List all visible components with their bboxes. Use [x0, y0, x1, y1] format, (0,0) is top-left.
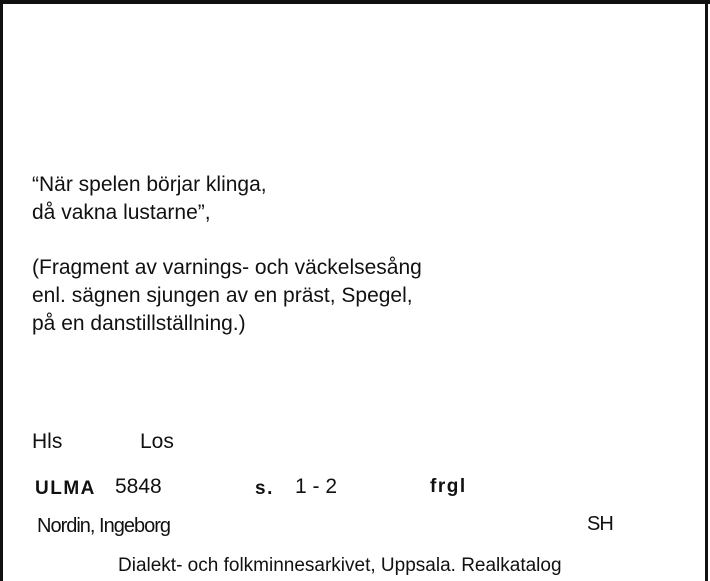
record-number: 5848: [115, 475, 162, 498]
fragment-line-3: på en danstillställning.): [32, 312, 246, 335]
card-border-right: [705, 0, 708, 581]
collector-initials: SH: [587, 513, 613, 535]
fragment-line-2: enl. sägnen sjungen av en präst, Spegel,: [32, 284, 413, 307]
fragment-description: [32, 254, 422, 338]
quote-line-1: “När spelen börjar klinga,: [32, 173, 267, 196]
collector-name: Nordin, Ingeborg: [37, 515, 170, 537]
pages-range: 1 - 2: [295, 475, 338, 498]
fragment-line-1: (Fragment av varnings- och väckelsesång: [32, 256, 422, 279]
archive-code: ULMA: [35, 478, 96, 499]
card-border-left: [0, 0, 3, 581]
record-type: frgl: [430, 476, 467, 497]
province-code: Hls: [32, 430, 63, 453]
card-border-top: [0, 0, 710, 4]
song-quote: [32, 171, 267, 227]
parish-name: Los: [140, 430, 174, 453]
pages-label: s.: [255, 478, 274, 499]
institution-footer: Dialekt- och folkminnesarkivet, Uppsala. Realkatalog: [118, 555, 562, 576]
quote-line-2: då vakna lustarne”,: [32, 201, 211, 224]
